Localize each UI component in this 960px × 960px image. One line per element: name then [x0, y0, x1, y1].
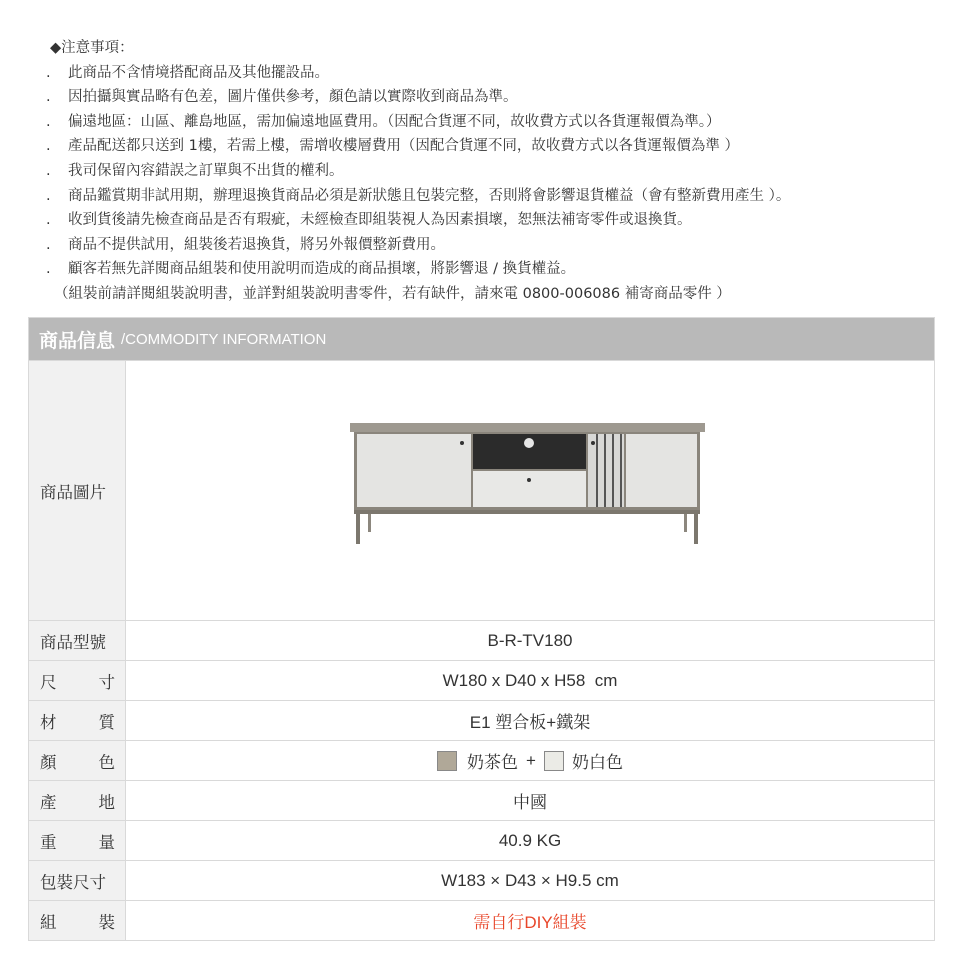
- assembly-label: 組 裝: [29, 901, 126, 940]
- notice-item-text: 因拍攝與實品略有色差，圖片僅供參考，顏色請以實際收到商品為準。: [68, 89, 518, 106]
- size-label: 尺 寸: [29, 661, 126, 700]
- left-door: [357, 434, 471, 507]
- notice-item: [42, 159, 942, 184]
- bullet: .: [46, 212, 51, 229]
- drawer-knob: [527, 478, 531, 482]
- commodity-info-table: [28, 317, 935, 941]
- cable-hole: [524, 438, 534, 448]
- bullet: .: [46, 89, 51, 106]
- package-value: W183 × D43 × H9.5 cm: [441, 870, 619, 890]
- size-row: [29, 660, 934, 700]
- product-image: [126, 361, 934, 620]
- color-swatch-milk-tea: [437, 751, 457, 771]
- leg: [694, 514, 698, 544]
- notice-item-text: 商品不提供試用，組裝後若退換貨，將另外報價整新費用。: [68, 236, 445, 253]
- color-label: 顏 色: [29, 741, 126, 780]
- weight-row: [29, 820, 934, 860]
- tv-cabinet-illustration: [350, 421, 710, 561]
- info-header: [29, 318, 934, 361]
- notice-item: [42, 233, 942, 258]
- package-row: [29, 860, 934, 900]
- size-value: W180 x D40 x H58 cm: [442, 670, 618, 690]
- bullet: .: [46, 113, 51, 130]
- model-value: B-R-TV180: [487, 630, 573, 650]
- origin-value: 中國: [513, 793, 547, 812]
- bullet: .: [46, 236, 51, 253]
- color-value: [126, 741, 934, 780]
- notice-item: [42, 134, 942, 159]
- model-label: 商品型號: [29, 621, 126, 660]
- color-row: [29, 740, 934, 780]
- notice-item: [42, 85, 942, 110]
- cabinet-top: [350, 423, 705, 432]
- assembly-value: 需自行DIY組裝: [473, 913, 587, 932]
- image-row: [29, 361, 934, 620]
- notice-item: [42, 257, 942, 282]
- notice-item-text: 顧客若無先詳閱商品組裝和使用說明而造成的商品損壞，將影響退 / 換貨權益。: [68, 261, 576, 278]
- bullet: .: [46, 187, 51, 204]
- material-row: [29, 700, 934, 740]
- notice-title: ◆注意事項：: [50, 40, 134, 56]
- color1-name: 奶茶色: [467, 753, 519, 772]
- left-knob: [460, 441, 464, 445]
- notice-section: [42, 36, 942, 307]
- notice-item-text: 收到貨後請先檢查商品是否有瑕疵，未經檢查即組裝視人為因素損壞，恕無法補寄零件或退換貨。: [68, 212, 692, 229]
- leg: [368, 514, 371, 532]
- drawer: [473, 471, 586, 507]
- notice-item-text: 商品鑑賞期非試用期，辦理退換貨商品必須是新狀態且包裝完整，否則將會影響退貨權益（會有整新費用產生 ）。: [68, 187, 791, 204]
- color-swatch-milk-white: [544, 751, 564, 771]
- origin-label: 產 地: [29, 781, 126, 820]
- notice-item: [42, 208, 942, 233]
- notice-footer: （組裝前請詳閱組裝說明書，並詳對組裝說明書零件，若有缺件，請來電 0800-006086 補寄商品零件 ）: [54, 285, 731, 302]
- bullet: .: [46, 64, 51, 81]
- plus-sign: +: [526, 750, 536, 770]
- leg: [356, 514, 360, 544]
- origin-row: [29, 780, 934, 820]
- info-title-en: /COMMODITY INFORMATION: [121, 330, 327, 348]
- package-label: 包裝尺寸: [29, 861, 126, 900]
- bullet: .: [46, 138, 51, 155]
- right-door: [626, 434, 697, 507]
- assembly-row: [29, 900, 934, 940]
- notice-item-text: 產品配送都只送到 1樓，若需上樓，需增收樓層費用（因配合貨運不同，故收費方式以各貨運報價為準 ）: [68, 138, 739, 155]
- info-title-zh: 商品信息: [39, 329, 116, 352]
- notice-item: [42, 61, 942, 86]
- color2-name: 奶白色: [571, 753, 623, 772]
- notice-item: [42, 184, 942, 209]
- leg: [684, 514, 687, 532]
- notice-item-text: 偏遠地區：山區、離島地區，需加偏遠地區費用。（因配合貨運不同，故收費方式以各貨運報價為準。）: [68, 113, 721, 130]
- notice-item: [42, 110, 942, 135]
- material-value: E1 塑合板+鐵架: [469, 713, 591, 732]
- bullet: .: [46, 261, 51, 278]
- material-label: 材 質: [29, 701, 126, 740]
- image-label: 商品圖片: [29, 361, 126, 620]
- weight-label: 重 量: [29, 821, 126, 860]
- notice-item-text: 此商品不含情境搭配商品及其他擺設品。: [68, 64, 329, 81]
- bullet: .: [46, 162, 51, 179]
- notice-item-text: 我司保留內容錯誤之訂單與不出貨的權利。: [68, 162, 344, 179]
- weight-value: 40.9 KG: [498, 830, 562, 850]
- base-frame: [354, 510, 700, 514]
- model-row: [29, 620, 934, 660]
